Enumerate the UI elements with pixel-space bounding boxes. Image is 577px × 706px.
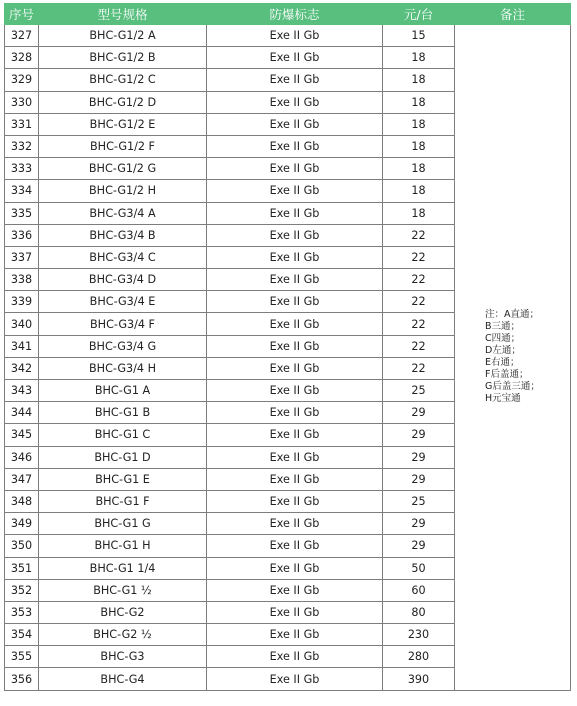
cell-seq: 342 bbox=[5, 357, 39, 379]
cell-price: 80 bbox=[383, 601, 455, 623]
cell-mark: Exe II Gb bbox=[207, 357, 383, 379]
note-line: C四通； bbox=[485, 333, 521, 345]
cell-price: 22 bbox=[383, 269, 455, 291]
cell-model: BHC-G1/2 B bbox=[39, 47, 207, 69]
cell-seq: 344 bbox=[5, 402, 39, 424]
note-line: E右通； bbox=[485, 357, 520, 369]
cell-mark: Exe II Gb bbox=[207, 202, 383, 224]
cell-seq: 331 bbox=[5, 113, 39, 135]
cell-mark: Exe II Gb bbox=[207, 490, 383, 512]
cell-model: BHC-G1 D bbox=[39, 446, 207, 468]
cell-seq: 330 bbox=[5, 91, 39, 113]
note-line: B三通； bbox=[485, 321, 521, 333]
cell-model: BHC-G3/4 C bbox=[39, 246, 207, 268]
cell-seq: 341 bbox=[5, 335, 39, 357]
cell-mark: Exe II Gb bbox=[207, 535, 383, 557]
cell-mark: Exe II Gb bbox=[207, 291, 383, 313]
cell-mark: Exe II Gb bbox=[207, 313, 383, 335]
cell-mark: Exe II Gb bbox=[207, 69, 383, 91]
cell-model: BHC-G1 H bbox=[39, 535, 207, 557]
cell-seq: 353 bbox=[5, 601, 39, 623]
cell-model: BHC-G1/2 C bbox=[39, 69, 207, 91]
cell-seq: 337 bbox=[5, 246, 39, 268]
cell-mark: Exe II Gb bbox=[207, 47, 383, 69]
cell-price: 18 bbox=[383, 158, 455, 180]
cell-seq: 328 bbox=[5, 47, 39, 69]
cell-price: 22 bbox=[383, 291, 455, 313]
cell-seq: 343 bbox=[5, 380, 39, 402]
cell-price: 18 bbox=[383, 202, 455, 224]
cell-mark: Exe II Gb bbox=[207, 25, 383, 47]
cell-seq: 348 bbox=[5, 490, 39, 512]
cell-seq: 356 bbox=[5, 668, 39, 690]
cell-price: 18 bbox=[383, 47, 455, 69]
cell-seq: 338 bbox=[5, 269, 39, 291]
cell-seq: 350 bbox=[5, 535, 39, 557]
cell-mark: Exe II Gb bbox=[207, 158, 383, 180]
cell-seq: 335 bbox=[5, 202, 39, 224]
cell-model: BHC-G1 E bbox=[39, 468, 207, 490]
cell-model: BHC-G3 bbox=[39, 646, 207, 668]
cell-mark: Exe II Gb bbox=[207, 557, 383, 579]
cell-mark: Exe II Gb bbox=[207, 180, 383, 202]
cell-price: 230 bbox=[383, 624, 455, 646]
cell-model: BHC-G1 F bbox=[39, 490, 207, 512]
cell-seq: 327 bbox=[5, 25, 39, 47]
cell-model: BHC-G1 A bbox=[39, 380, 207, 402]
cell-price: 18 bbox=[383, 135, 455, 157]
price-table bbox=[4, 3, 571, 691]
cell-model: BHC-G3/4 A bbox=[39, 202, 207, 224]
cell-seq: 352 bbox=[5, 579, 39, 601]
cell-model: BHC-G3/4 F bbox=[39, 313, 207, 335]
note-line: D左通； bbox=[485, 345, 521, 357]
cell-model: BHC-G1 G bbox=[39, 513, 207, 535]
cell-price: 280 bbox=[383, 646, 455, 668]
cell-seq: 349 bbox=[5, 513, 39, 535]
cell-seq: 339 bbox=[5, 291, 39, 313]
cell-seq: 333 bbox=[5, 158, 39, 180]
cell-price: 29 bbox=[383, 424, 455, 446]
cell-model: BHC-G2 bbox=[39, 601, 207, 623]
cell-seq: 347 bbox=[5, 468, 39, 490]
cell-price: 18 bbox=[383, 91, 455, 113]
cell-seq: 355 bbox=[5, 646, 39, 668]
table-header-row bbox=[5, 4, 571, 25]
cell-mark: Exe II Gb bbox=[207, 91, 383, 113]
table-body bbox=[5, 25, 571, 691]
cell-model: BHC-G1/2 E bbox=[39, 113, 207, 135]
cell-price: 15 bbox=[383, 25, 455, 47]
cell-price: 22 bbox=[383, 335, 455, 357]
cell-mark: Exe II Gb bbox=[207, 468, 383, 490]
cell-mark: Exe II Gb bbox=[207, 380, 383, 402]
cell-mark: Exe II Gb bbox=[207, 424, 383, 446]
note-line: G后盖三通； bbox=[485, 381, 540, 393]
cell-seq: 332 bbox=[5, 135, 39, 157]
header-mark: 防爆标志 bbox=[207, 4, 383, 25]
cell-model: BHC-G1 C bbox=[39, 424, 207, 446]
cell-mark: Exe II Gb bbox=[207, 446, 383, 468]
cell-model: BHC-G2 ½ bbox=[39, 624, 207, 646]
cell-model: BHC-G3/4 H bbox=[39, 357, 207, 379]
cell-price: 29 bbox=[383, 513, 455, 535]
cell-price: 60 bbox=[383, 579, 455, 601]
cell-price: 18 bbox=[383, 69, 455, 91]
cell-model: BHC-G1/2 D bbox=[39, 91, 207, 113]
cell-mark: Exe II Gb bbox=[207, 646, 383, 668]
cell-mark: Exe II Gb bbox=[207, 246, 383, 268]
cell-model: BHC-G1 ½ bbox=[39, 579, 207, 601]
cell-price: 29 bbox=[383, 535, 455, 557]
cell-model: BHC-G1/2 A bbox=[39, 25, 207, 47]
cell-seq: 351 bbox=[5, 557, 39, 579]
cell-model: BHC-G1/2 G bbox=[39, 158, 207, 180]
cell-price: 29 bbox=[383, 446, 455, 468]
price-table-container bbox=[4, 3, 570, 691]
cell-mark: Exe II Gb bbox=[207, 135, 383, 157]
cell-mark: Exe II Gb bbox=[207, 513, 383, 535]
cell-model: BHC-G1/2 F bbox=[39, 135, 207, 157]
note-line: F后盖通； bbox=[485, 369, 529, 381]
cell-model: BHC-G4 bbox=[39, 668, 207, 690]
cell-mark: Exe II Gb bbox=[207, 113, 383, 135]
cell-seq: 340 bbox=[5, 313, 39, 335]
cell-model: BHC-G3/4 G bbox=[39, 335, 207, 357]
cell-model: BHC-G3/4 E bbox=[39, 291, 207, 313]
table-row bbox=[5, 25, 571, 47]
cell-price: 390 bbox=[383, 668, 455, 690]
cell-mark: Exe II Gb bbox=[207, 624, 383, 646]
cell-model: BHC-G1 B bbox=[39, 402, 207, 424]
cell-price: 25 bbox=[383, 380, 455, 402]
cell-seq: 345 bbox=[5, 424, 39, 446]
cell-price: 25 bbox=[383, 490, 455, 512]
note-line: H元宝通 bbox=[485, 393, 521, 405]
cell-price: 22 bbox=[383, 246, 455, 268]
cell-price: 29 bbox=[383, 468, 455, 490]
cell-price: 22 bbox=[383, 357, 455, 379]
cell-mark: Exe II Gb bbox=[207, 668, 383, 690]
cell-mark: Exe II Gb bbox=[207, 601, 383, 623]
cell-model: BHC-G1/2 H bbox=[39, 180, 207, 202]
cell-price: 18 bbox=[383, 180, 455, 202]
header-price: 元/台 bbox=[383, 4, 455, 25]
cell-price: 18 bbox=[383, 113, 455, 135]
cell-model: BHC-G3/4 B bbox=[39, 224, 207, 246]
cell-seq: 336 bbox=[5, 224, 39, 246]
cell-price: 50 bbox=[383, 557, 455, 579]
cell-price: 22 bbox=[383, 224, 455, 246]
cell-price: 29 bbox=[383, 402, 455, 424]
cell-mark: Exe II Gb bbox=[207, 335, 383, 357]
cell-seq: 329 bbox=[5, 69, 39, 91]
cell-seq: 334 bbox=[5, 180, 39, 202]
cell-price: 22 bbox=[383, 313, 455, 335]
cell-seq: 354 bbox=[5, 624, 39, 646]
cell-mark: Exe II Gb bbox=[207, 224, 383, 246]
cell-seq: 346 bbox=[5, 446, 39, 468]
cell-model: BHC-G1 1/4 bbox=[39, 557, 207, 579]
cell-model: BHC-G3/4 D bbox=[39, 269, 207, 291]
note-line: 注：A直通； bbox=[485, 309, 539, 321]
header-note: 备注 bbox=[455, 4, 571, 25]
cell-mark: Exe II Gb bbox=[207, 402, 383, 424]
note-cell bbox=[455, 25, 571, 691]
header-seq: 序号 bbox=[5, 4, 39, 25]
header-model: 型号规格 bbox=[39, 4, 207, 25]
cell-mark: Exe II Gb bbox=[207, 579, 383, 601]
cell-mark: Exe II Gb bbox=[207, 269, 383, 291]
